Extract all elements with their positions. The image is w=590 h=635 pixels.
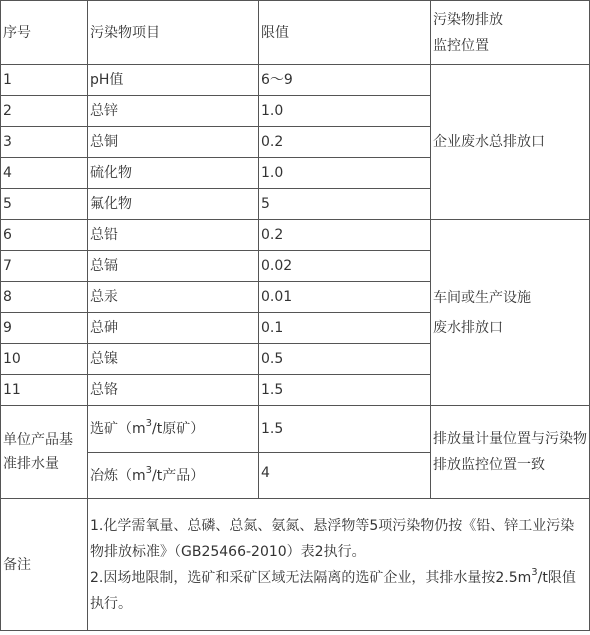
header-no: 序号 — [1, 1, 88, 65]
row-no: 5 — [1, 189, 88, 220]
row-item: 总铅 — [88, 220, 259, 251]
row-item: 总汞 — [88, 282, 259, 313]
remark-2-sup: 3 — [531, 566, 538, 578]
row-no: 6 — [1, 220, 88, 251]
row-no: 9 — [1, 313, 88, 344]
row-item: 硫化物 — [88, 158, 259, 189]
row-no: 8 — [1, 282, 88, 313]
row-item: 总锌 — [88, 96, 259, 127]
remarks-label: 备注 — [1, 499, 88, 631]
unit-discharge-smelt-limit: 4 — [259, 453, 431, 499]
smelt-unit-sup: 3 — [145, 464, 153, 476]
header-limit: 限值 — [259, 1, 431, 65]
row-limit: 0.2 — [259, 127, 431, 158]
row-limit: 0.02 — [259, 251, 431, 282]
header-location-line1: 污染物排放 — [433, 11, 503, 28]
row-no: 4 — [1, 158, 88, 189]
ore-unit-pre: 选矿（m — [90, 421, 146, 437]
location-workshop-line2: 废水排放口 — [433, 319, 503, 336]
row-no: 7 — [1, 251, 88, 282]
row-limit: 0.2 — [259, 220, 431, 251]
header-location-line2: 监控位置 — [433, 37, 489, 54]
unit-discharge-ore-item — [88, 406, 259, 453]
row-item: 总铜 — [88, 127, 259, 158]
row-no: 10 — [1, 344, 88, 375]
table-row — [1, 220, 590, 251]
remarks-row — [1, 499, 590, 631]
row-limit: 1.0 — [259, 158, 431, 189]
row-limit: 6～9 — [259, 65, 431, 96]
row-limit: 0.1 — [259, 313, 431, 344]
row-item: pH值 — [88, 65, 259, 96]
remark-2-pre: 2.因场地限制，选矿和采矿区域无法隔离的选矿企业，其排水量按2.5m — [90, 569, 532, 586]
row-limit: 5 — [259, 189, 431, 220]
unit-discharge-ore-limit: 1.5 — [259, 406, 431, 453]
row-item: 总镉 — [88, 251, 259, 282]
row-item: 总铬 — [88, 375, 259, 406]
ore-unit-post: /t原矿） — [152, 421, 205, 437]
unit-discharge-label: 单位产品基准排水量 — [1, 406, 88, 499]
row-limit: 0.5 — [259, 344, 431, 375]
unit-discharge-location: 排放量计量位置与污染物排放监控位置一致 — [431, 406, 590, 499]
header-row — [1, 1, 590, 65]
location-total-outlet: 企业废水总排放口 — [431, 65, 590, 220]
row-item: 总镍 — [88, 344, 259, 375]
smelt-unit-pre: 冶炼（m — [90, 467, 146, 484]
table-row — [1, 65, 590, 96]
smelt-unit-post: /t产品） — [152, 467, 205, 484]
row-limit: 0.01 — [259, 282, 431, 313]
unit-discharge-row — [1, 406, 590, 453]
remark-1: 1.化学需氧量、总磷、总氮、氨氮、悬浮物等5项污染物仍按《铅、锌工业污染物排放标准》（GB25466-2010）表2执行。 — [90, 517, 575, 560]
location-workshop-outlet — [431, 220, 590, 406]
row-no: 11 — [1, 375, 88, 406]
ore-unit-sup: 3 — [145, 418, 153, 430]
row-no: 3 — [1, 127, 88, 158]
remark-2-post: /t限值执行。 — [90, 569, 576, 612]
row-limit: 1.0 — [259, 96, 431, 127]
row-no: 1 — [1, 65, 88, 96]
unit-discharge-smelt-item — [88, 453, 259, 499]
header-location — [431, 1, 590, 65]
remarks-content — [88, 499, 590, 631]
row-limit: 1.5 — [259, 375, 431, 406]
row-item: 总砷 — [88, 313, 259, 344]
location-workshop-line1: 车间或生产设施 — [433, 289, 531, 306]
row-no: 2 — [1, 96, 88, 127]
header-item: 污染物项目 — [88, 1, 259, 65]
row-item: 氟化物 — [88, 189, 259, 220]
